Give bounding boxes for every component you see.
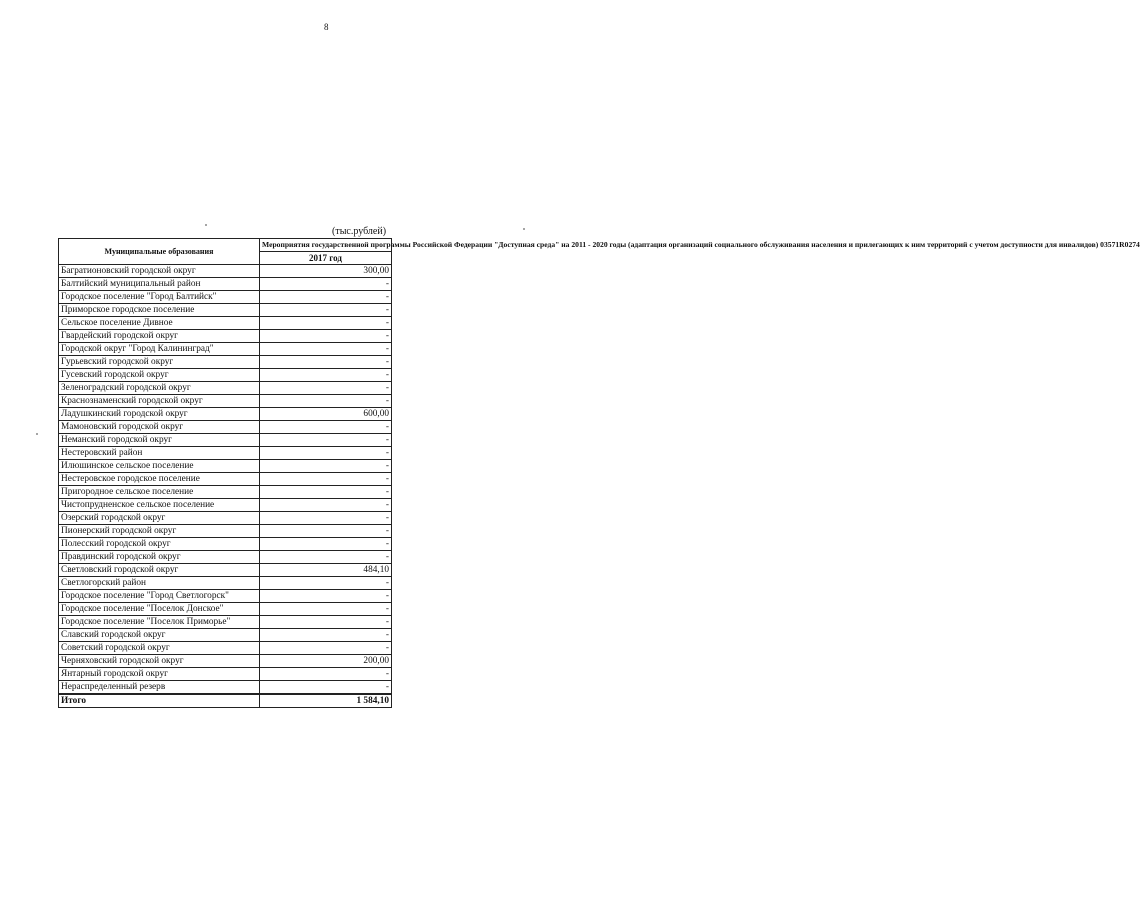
amount-cell: - <box>260 278 392 291</box>
amount-cell: - <box>260 616 392 629</box>
amount-cell: - <box>260 538 392 551</box>
municipality-name: Неманский городской округ <box>59 434 260 447</box>
amount-cell: - <box>260 447 392 460</box>
table-body <box>59 265 392 708</box>
table-row <box>59 317 392 330</box>
municipality-name: Пригородное сельское поселение <box>59 486 260 499</box>
amount-cell: 200,00 <box>260 655 392 668</box>
scan-speck <box>523 228 525 230</box>
table-row <box>59 278 392 291</box>
table-row <box>59 603 392 616</box>
municipality-name: Краснознаменский городской округ <box>59 395 260 408</box>
table-row <box>59 681 392 695</box>
municipality-name: Полесский городской округ <box>59 538 260 551</box>
table-row <box>59 330 392 343</box>
table-row <box>59 512 392 525</box>
municipality-name: Городское поселение "Поселок Приморье" <box>59 616 260 629</box>
municipality-name: Городской округ "Город Калининград" <box>59 343 260 356</box>
municipality-name: Славский городской округ <box>59 629 260 642</box>
table-row <box>59 564 392 577</box>
amount-cell: - <box>260 551 392 564</box>
municipality-name: Нестеровский район <box>59 447 260 460</box>
table-row <box>59 486 392 499</box>
amount-cell: - <box>260 291 392 304</box>
table-row <box>59 655 392 668</box>
amount-cell: 600,00 <box>260 408 392 421</box>
table-row <box>59 343 392 356</box>
municipality-name: Нераспределенный резерв <box>59 681 260 695</box>
amount-cell: - <box>260 330 392 343</box>
municipality-name: Городское поселение "Город Балтийск" <box>59 291 260 304</box>
table-row <box>59 291 392 304</box>
municipality-name: Ладушкинский городской округ <box>59 408 260 421</box>
total-row <box>59 694 392 708</box>
municipality-name: Городское поселение "Поселок Донское" <box>59 603 260 616</box>
header-year: 2017 год <box>260 252 392 265</box>
amount-cell: - <box>260 681 392 695</box>
amount-cell: - <box>260 590 392 603</box>
amount-cell: - <box>260 421 392 434</box>
table-row <box>59 538 392 551</box>
municipality-name: Городское поселение "Город Светлогорск" <box>59 590 260 603</box>
municipality-name: Гусевский городской округ <box>59 369 260 382</box>
municipality-name: Мамоновский городской округ <box>59 421 260 434</box>
municipality-name: Сельское поселение Дивное <box>59 317 260 330</box>
municipality-name: Нестеровское городское поселение <box>59 473 260 486</box>
table-row <box>59 551 392 564</box>
amount-cell: - <box>260 473 392 486</box>
municipality-name: Чистопрудненское сельское поселение <box>59 499 260 512</box>
municipality-name: Балтийский муниципальный район <box>59 278 260 291</box>
municipality-name: Зеленоградский городской округ <box>59 382 260 395</box>
amount-cell: - <box>260 577 392 590</box>
budget-table <box>58 238 1140 708</box>
table-row <box>59 590 392 603</box>
table-row <box>59 642 392 655</box>
municipality-name: Илюшинское сельское поселение <box>59 460 260 473</box>
municipality-name: Багратионовский городской округ <box>59 265 260 278</box>
amount-cell: - <box>260 304 392 317</box>
table-row <box>59 421 392 434</box>
amount-cell: - <box>260 512 392 525</box>
municipality-name: Гурьевский городской округ <box>59 356 260 369</box>
amount-cell: 484,10 <box>260 564 392 577</box>
scan-speck <box>205 224 207 226</box>
total-amount: 1 584,10 <box>260 694 392 708</box>
amount-cell: - <box>260 395 392 408</box>
table-row <box>59 629 392 642</box>
amount-cell: - <box>260 499 392 512</box>
table-row <box>59 460 392 473</box>
municipality-name: Приморское городское поселение <box>59 304 260 317</box>
header-municipalities: Муниципальные образования <box>59 239 260 265</box>
table-row <box>59 499 392 512</box>
amount-cell: - <box>260 317 392 330</box>
scan-speck <box>36 433 38 435</box>
municipality-name: Гвардейский городской округ <box>59 330 260 343</box>
table-row <box>59 265 392 278</box>
amount-cell: - <box>260 460 392 473</box>
table-row <box>59 616 392 629</box>
municipality-name: Светлогорский район <box>59 577 260 590</box>
table-row <box>59 304 392 317</box>
amount-cell: - <box>260 356 392 369</box>
table-row <box>59 408 392 421</box>
municipality-name: Советский городской округ <box>59 642 260 655</box>
table-row <box>59 395 392 408</box>
municipality-name: Янтарный городской округ <box>59 668 260 681</box>
amount-cell: - <box>260 369 392 382</box>
amount-cell: 300,00 <box>260 265 392 278</box>
total-label: Итого <box>59 694 260 708</box>
table-row <box>59 369 392 382</box>
municipality-name: Озерский городской округ <box>59 512 260 525</box>
table-row <box>59 447 392 460</box>
table-row <box>59 382 392 395</box>
amount-cell: - <box>260 486 392 499</box>
municipality-name: Пионерский городской округ <box>59 525 260 538</box>
amount-cell: - <box>260 603 392 616</box>
amount-cell: - <box>260 382 392 395</box>
municipality-name: Черняховский городской округ <box>59 655 260 668</box>
page-number: 8 <box>324 22 329 32</box>
table-row <box>59 525 392 538</box>
amount-cell: - <box>260 642 392 655</box>
amount-cell: - <box>260 629 392 642</box>
table-row <box>59 668 392 681</box>
amount-cell: - <box>260 343 392 356</box>
header-program: Мероприятия государственной программы Российской Федерации "Доступная среда" на 2011 - 2020 годы (адаптация организаций социального обслуживания населения и прилегающих к ним территорий с учетом доступности для инвалидов) 03571R0274 <box>260 239 392 252</box>
table-row <box>59 356 392 369</box>
municipality-name: Правдинский городской округ <box>59 551 260 564</box>
amount-cell: - <box>260 525 392 538</box>
municipality-name: Светловский городской округ <box>59 564 260 577</box>
amount-cell: - <box>260 668 392 681</box>
table-row <box>59 473 392 486</box>
table-row <box>59 577 392 590</box>
table-row <box>59 434 392 447</box>
units-label: (тыс.рублей) <box>332 226 387 237</box>
amount-cell: - <box>260 434 392 447</box>
